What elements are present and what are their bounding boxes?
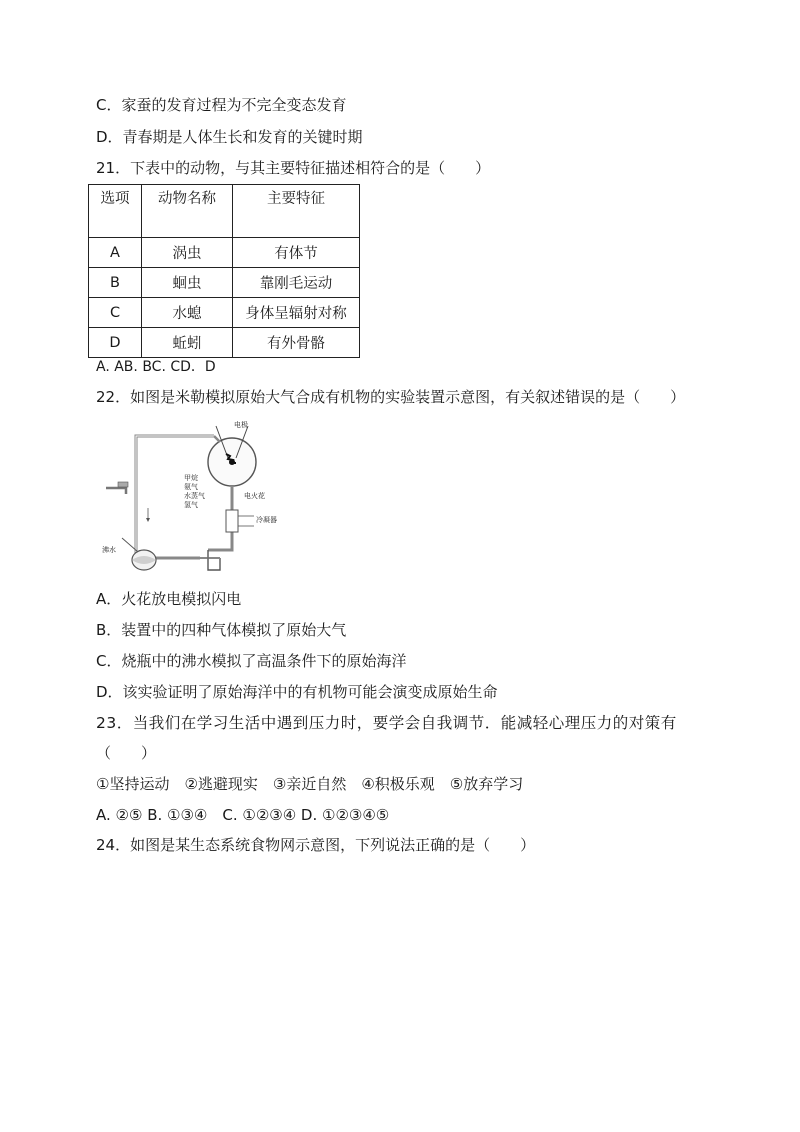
table-cell: 涡虫 xyxy=(142,238,233,268)
table-row xyxy=(89,328,360,358)
electrode-label: 电极 xyxy=(234,421,248,429)
q22-option-c: C．烧瓶中的沸水模拟了高温条件下的原始海洋 xyxy=(96,652,407,670)
gas-label: 水蒸气 xyxy=(184,492,205,500)
q22-option-d: D．该实验证明了原始海洋中的有机物可能会演变成原始生命 xyxy=(96,683,498,701)
table-cell: 有体节 xyxy=(233,238,360,268)
q23-options: ①坚持运动 ②逃避现实 ③亲近自然 ④积极乐观 ⑤放弃学习 xyxy=(96,775,524,793)
q21-answers: A. AB. BC. CD．D xyxy=(96,359,216,375)
table-cell: 有外骨骼 xyxy=(233,328,360,358)
table-cell: 身体呈辐射对称 xyxy=(233,298,360,328)
table-cell: 蛔虫 xyxy=(142,268,233,298)
q20-option-d: D．青春期是人体生长和发育的关键时期 xyxy=(96,128,363,146)
gas-label: 甲烷 xyxy=(184,474,198,482)
table-header: 动物名称 xyxy=(142,185,233,238)
q22-option-b: B．装置中的四种气体模拟了原始大气 xyxy=(96,621,347,639)
table-cell: 蚯蚓 xyxy=(142,328,233,358)
table-header: 选项 xyxy=(89,185,142,238)
table-row xyxy=(89,268,360,298)
table-header-row xyxy=(89,185,360,238)
table-cell: D xyxy=(89,328,142,358)
q21-table xyxy=(88,184,360,358)
table-row xyxy=(89,298,360,328)
boiling-water-label: 沸水 xyxy=(102,546,116,554)
q23-question: 23．当我们在学习生活中遇到压力时，要学会自我调节．能减轻心理压力的对策有 xyxy=(96,714,677,732)
table-header: 主要特征 xyxy=(233,185,360,238)
q21-question: 21．下表中的动物，与其主要特征描述相符合的是（ ） xyxy=(96,159,491,177)
gas-label: 氢气 xyxy=(184,501,198,509)
table-cell: 水螅 xyxy=(142,298,233,328)
q20-option-c: C．家蚕的发育过程为不完全变态发育 xyxy=(96,96,347,114)
q22-option-a: A．火花放电模拟闪电 xyxy=(96,590,242,608)
miller-experiment-diagram xyxy=(96,418,306,578)
q24-question: 24．如图是某生态系统食物网示意图，下列说法正确的是（ ） xyxy=(96,836,536,854)
table-cell: 靠刚毛运动 xyxy=(233,268,360,298)
q23-answers: A. ②⑤ B. ①③④ C. ①②③④ D. ①②③④⑤ xyxy=(96,806,390,824)
table-cell: B xyxy=(89,268,142,298)
table-cell: C xyxy=(89,298,142,328)
condenser-label: 冷凝器 xyxy=(256,516,277,524)
spark-label: 电火花 xyxy=(244,492,265,500)
table-row xyxy=(89,238,360,268)
q22-question: 22．如图是米勒模拟原始大气合成有机物的实验装置示意图，有关叙述错误的是（ ） xyxy=(96,388,686,406)
table-cell: A xyxy=(89,238,142,268)
q23-paren: （ ） xyxy=(96,744,157,762)
gas-label: 氨气 xyxy=(184,483,198,491)
